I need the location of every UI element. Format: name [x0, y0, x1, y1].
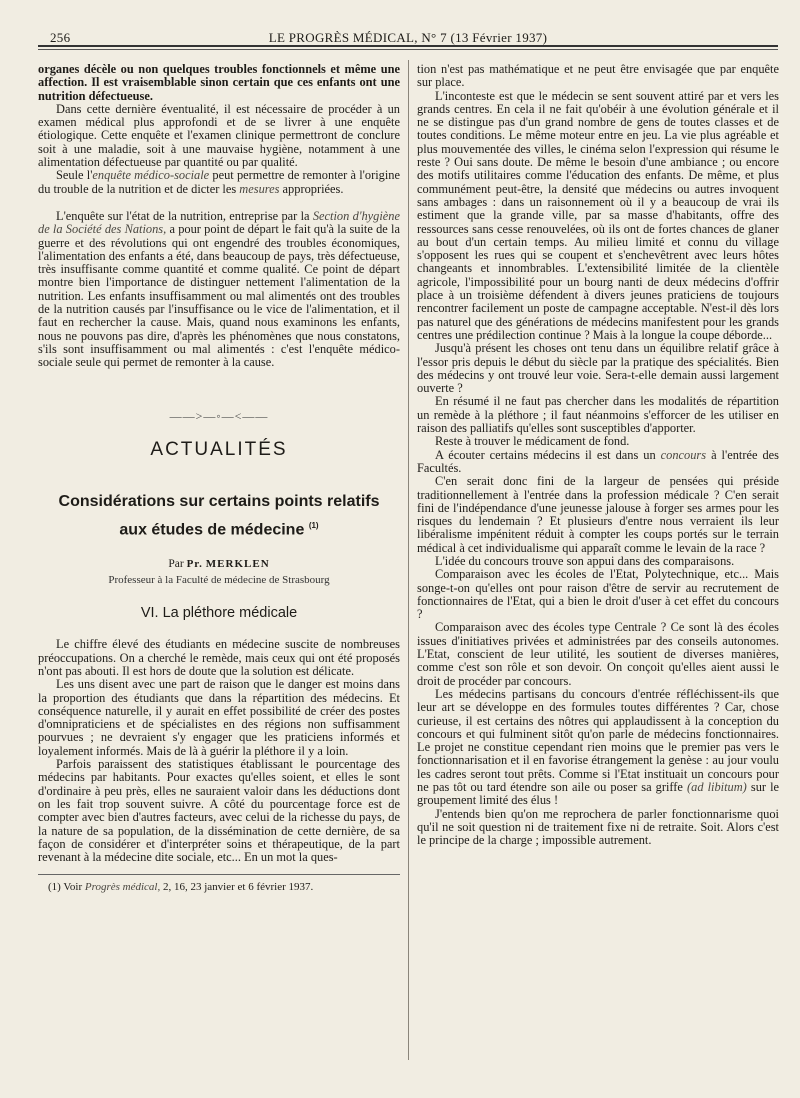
column-divider — [408, 60, 409, 1060]
paragraph: tion n'est pas mathématique et ne peut être envisagée que par enquête sur place. — [417, 62, 779, 90]
footnote-rule — [38, 874, 400, 875]
paragraph: Reste à trouver le médicament de fond. — [435, 434, 630, 449]
byline: Par Pr. MERKLEN — [168, 558, 270, 571]
header-rule-thin — [38, 49, 778, 50]
article-title: Considérations sur certains points relatifs aux études de médecine $^{(1)}$ — [58, 493, 380, 539]
running-title: LE PROGRÈS MÉDICAL, N° 7 (13 Février 1937) — [268, 30, 548, 45]
running-header — [38, 18, 778, 44]
subsection-title: VI. La pléthore médicale — [140, 605, 298, 622]
paragraph: Les médecins partisans du concours d'entrée réfléchissent-ils que leur art se développe en des formules toutes différentes ? Car, chose curieuse, il est certains des nôtres qui applaudissent à la conception du concours et qui fulminent sitôt qu'on parle de médecins fonctionnaires. Le projet ne constitue cependant rien moins que le premier pas vers le fonctionnarisation et il en favorise étrangement la genèse : au jour voulu les cadres seront tout prêts. Comme si l'Etat instituait un concours pour ne pas tôt ou tard étendre son aile ou poser sa griffe (ad libitum) sur le groupement limité des élus ! — [417, 686, 780, 808]
paragraph: En résumé il ne faut pas chercher dans les modalités de répartition un remède à la pléthore ; il faut néanmoins s'efforcer de les utiliser en raison des palliatifs qu'elles sont susceptibles d'apporter. — [417, 394, 779, 436]
paragraph: C'en serait donc fini de la largeur de pensées qui préside traditionnellement à l'entrée dans la profession médicale ? C'en serait fini de l'indépendance d'une jeunesse jalouse à forger ses armes pour les risques du lendemain ? Et plusieurs d'entre nous verraient ils leur libéralisme impénitent réduit à compter les coups portés sur le terrain médical à cet individualisme qui apparaît comme le levain de la race ? — [417, 474, 779, 555]
paragraph: Les uns disent avec une part de raison que le danger est moins dans la proportion des étudiants que dans la répartition des médecins. Et conséquence naturelle, il y aurait en effet possibilité de créer des postes d'omnipraticiens et de spécialistes en des régions non suffisamment pourvues ; ne devraient s'y engager que les praticiens informés et loyalement informés. Mais de là à guérir la pléthore il y a loin. — [38, 677, 400, 758]
paragraph: Jusqu'à présent les choses ont tenu dans un équilibre relatif grâce à l'essor pris depuis le début du siècle par la pratique des spécialités. Bien des médecins y ont trouvé leur voie. Sera-t-elle demain aussi largement ouverte ? — [417, 341, 779, 396]
page-number: 256 — [50, 30, 71, 45]
footnote-ref: (1) — [308, 521, 319, 531]
footnote: (1) Voir Progrès médical, 2, 16, 23 janvier et 6 février 1937. — [48, 881, 314, 894]
author-name: MERKLEN — [205, 558, 270, 571]
paragraph: J'entends bien qu'on me reprochera de parler fonctionnarisme quoi qu'il ne soit question ni de traitement fixe ni de retraite. Soit. Alors c'est le principe de la charge ; impossible autrement. — [417, 806, 779, 848]
paragraph: Dans cette dernière éventualité, il est nécessaire de procéder à un examen médical plus approfondi et de se livrer à une enquête étiologique. Cette enquête et l'examen clinique permettront de conclure soit à une maladie, soit à une mauvaise hygiène, notamment à une alimentation défectueuse par quantité ou par qualité. — [38, 101, 400, 170]
paragraph: L'idée du concours trouve son appui dans des comparaisons. — [435, 553, 735, 568]
paragraph: Le chiffre élevé des étudiants en médecine suscite de nombreuses préoccupations. On a cherché le remède, mais ceux qui ont été proposés n'ont pas abouti. Il est hors de doute que la solution est délicate. — [38, 637, 400, 678]
paragraph: L'enquête sur l'état de la nutrition, entreprise par la Section d'hygiène de la Société des Nations, a pour point de départ le fait qu'à la suite de la guerre et des révolutions qui ont engendré des troubles économiques, l'alimentation des enfants a été, dans beaucoup de pays, très défectueuse, très insuffisante comme quantité et comme qualité. Ce point de départ montre bien l'importance de distinguer nettement l'alimentation de la nutrition. Les enfants insuffisamment ou mal alimentés ont des troubles de la nutrition causés par l'insuffisance ou le vice de l'alimentation, et il faut en rechercher la cause. Mais, quand nous examinons les enfants, nous ne pouvons pas dire, d'après les phénomènes que nous constatons, s'ils sont insuffisamment ou mal alimentés : c'est l'enquête médico-sociale seule qui permet de remonter à la cause. — [38, 208, 400, 370]
right-column — [417, 63, 779, 848]
paragraph: organes décèle ou non quelques troubles fonctionnels et même une affection. Il est vraisemblable sinon certain que ces enfants ont une nutrition défectueuse. — [38, 62, 400, 103]
author-affiliation: Professeur à la Faculté de médecine de Strasbourg — [108, 573, 330, 586]
paragraph: Seule l'enquête médico-sociale peut permettre de remonter à l'origine du trouble de la nutrition et de dicter les mesures appropriées. — [38, 168, 400, 196]
paragraph: Parfois paraissent des statistiques établissant le pourcentage des médecins par habitants. Pour exactes qu'elles soient, et elles le sont d'ordinaire à peu près, elles ne sauraient valoir dans les déductions dont on les fait trop souvent suivre. A côté du pourcentage force est de compter avec bien d'autres facteurs, avec celui de la richesse du pays, de la nature de sa population, de la dissémination de cette dernière, de sa façon de considérer et d'interpréter soins et thérapeutique, de la part revenant à la médecine dite sociale, etc... En un mot la ques- — [38, 757, 400, 865]
left-column — [38, 63, 400, 895]
section-ornament: ——>—◦—<—— — [169, 408, 269, 423]
header-rule — [38, 45, 778, 47]
paragraph: Comparaison avec les écoles de l'Etat, Polytechnique, etc... Mais songe-t-on qu'elles ont pour raison d'être de servir au recrutement de fonctionnaires de l'Etat, qui a bien le droit d'user à cet effet du concours ? — [417, 567, 779, 622]
paragraph: A écouter certains médecins il est dans un concours à l'entrée des Facultés. — [417, 447, 779, 475]
section-title: ACTUALITÉS — [150, 438, 288, 460]
paragraph: Comparaison avec des écoles type Centrale ? Ce sont là des écoles issues d'initiatives privées et administrées par des conseils autonomes. L'Etat, conscient de leur utilité, les soutient de diverses manières, comme c'est son rôle et son devoir. On conçoit qu'elles aient aussi le droit de procéder par concours. — [417, 620, 779, 688]
paragraph: L'inconteste est que le médecin se sent souvent attiré par et vers les grands centres. En cela il ne fait qu'obéir à une évolution générale et il ne se distingue pas d'un grand nombre de gens de toutes classes et de toutes conditions. Le même moteur entre en jeu. La vie plus agréable et plus mouvementée des villes, le cinéma selon l'expression qui résume le reste ? Oui sans doute. De même le besoin d'une ambiance ; ou encore des motifs utilitaires comme l'éducation des enfants. De même, et plus communément peut-être, la densité que médecins ou autres invoquent sans ambages : dans un raisonnement où il y a beaucoup de vrai ils estiment que la grande ville, par sa masse d'habitants, offre des ressources sans cesse renouvelées, où ils ont de fortes chances de glaner au bout d'un certain temps. Au milieu limité et connu du village s'opposent les rues qui se coupent et s'enchevêtrent avec leurs hôtes changeants et innombrables. L'extensibilité limitée de la clientèle agricole, l'impossibilité pour un bourg nanti de deux médecins d'offrir place à un troisième défendent à divers jeunes praticiens de toujours rencontrer facilement un poste de campagne acceptable. N'est-il dès lors pas naturel que des générations de médecins manifestent pour les grands centres une prédilection continue ? Mais à la longue la coupe déborde... — [417, 88, 779, 342]
